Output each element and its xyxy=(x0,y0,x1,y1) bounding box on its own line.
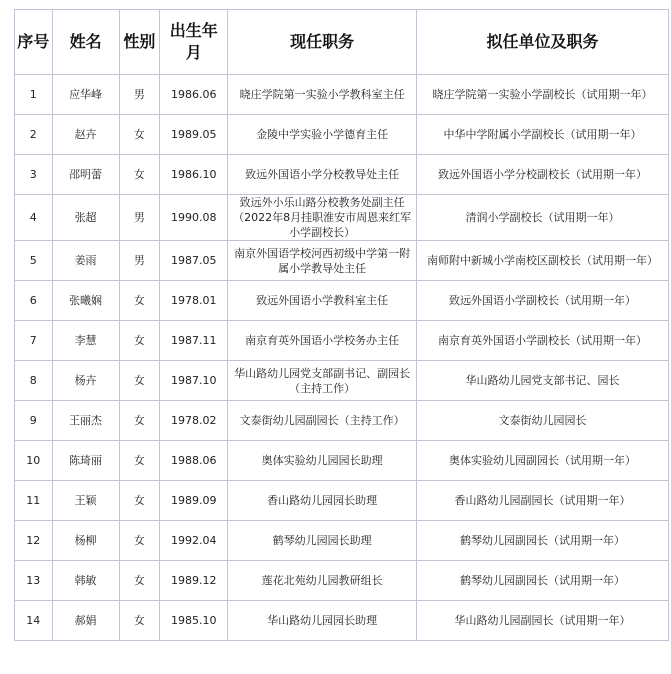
table-row xyxy=(15,481,669,521)
cell-seq: 5 xyxy=(15,241,53,281)
table-row xyxy=(15,601,669,641)
cell-seq: 9 xyxy=(15,401,53,441)
cell-seq: 8 xyxy=(15,361,53,401)
table-row xyxy=(15,155,669,195)
cell-current-position: 南京育英外国语小学校务办主任 xyxy=(228,321,417,361)
header-name: 姓名 xyxy=(52,10,119,75)
cell-proposed-position: 华山路幼儿园副园长（试用期一年） xyxy=(417,601,669,641)
cell-birth: 1985.10 xyxy=(160,601,228,641)
cell-gender: 女 xyxy=(119,561,160,601)
cell-proposed-position: 致远外国语小学副校长（试用期一年） xyxy=(417,281,669,321)
cell-proposed-position: 致远外国语小学分校副校长（试用期一年） xyxy=(417,155,669,195)
cell-name: 李慧 xyxy=(52,321,119,361)
table-row xyxy=(15,241,669,281)
cell-current-position: 晓庄学院第一实验小学教科室主任 xyxy=(228,75,417,115)
cell-gender: 女 xyxy=(119,115,160,155)
cell-name: 张超 xyxy=(52,195,119,241)
appointment-table xyxy=(14,9,669,641)
cell-birth: 1987.10 xyxy=(160,361,228,401)
cell-proposed-position: 南师附中新城小学南校区副校长（试用期一年） xyxy=(417,241,669,281)
cell-gender: 女 xyxy=(119,441,160,481)
table-header-row xyxy=(15,10,669,75)
cell-name: 郝娟 xyxy=(52,601,119,641)
table-row xyxy=(15,441,669,481)
table-row xyxy=(15,75,669,115)
cell-current-position: 鹤琴幼儿园园长助理 xyxy=(228,521,417,561)
cell-seq: 14 xyxy=(15,601,53,641)
cell-birth: 1990.08 xyxy=(160,195,228,241)
table-row xyxy=(15,115,669,155)
cell-gender: 男 xyxy=(119,75,160,115)
cell-birth: 1986.06 xyxy=(160,75,228,115)
cell-current-position: 华山路幼儿园园长助理 xyxy=(228,601,417,641)
cell-seq: 7 xyxy=(15,321,53,361)
cell-name: 韩敏 xyxy=(52,561,119,601)
cell-seq: 1 xyxy=(15,75,53,115)
cell-current-position: 南京外国语学校河西初级中学第一附属小学教导处主任 xyxy=(228,241,417,281)
cell-name: 王颖 xyxy=(52,481,119,521)
cell-current-position: 致远外小乐山路分校教务处副主任（2022年8月挂职淮安市周恩来红军小学副校长） xyxy=(228,195,417,241)
cell-proposed-position: 清润小学副校长（试用期一年） xyxy=(417,195,669,241)
header-proposed-position: 拟任单位及职务 xyxy=(417,10,669,75)
cell-birth: 1987.05 xyxy=(160,241,228,281)
cell-name: 张曦娴 xyxy=(52,281,119,321)
cell-current-position: 莲花北苑幼儿园教研组长 xyxy=(228,561,417,601)
cell-proposed-position: 鹤琴幼儿园副园长（试用期一年） xyxy=(417,561,669,601)
cell-current-position: 文泰街幼儿园副园长（主持工作） xyxy=(228,401,417,441)
cell-proposed-position: 华山路幼儿园党支部书记、园长 xyxy=(417,361,669,401)
cell-gender: 女 xyxy=(119,155,160,195)
header-seq: 序号 xyxy=(15,10,53,75)
cell-gender: 女 xyxy=(119,361,160,401)
cell-seq: 10 xyxy=(15,441,53,481)
table-row xyxy=(15,281,669,321)
cell-gender: 女 xyxy=(119,281,160,321)
table-row xyxy=(15,195,669,241)
cell-name: 应华峰 xyxy=(52,75,119,115)
cell-proposed-position: 鹤琴幼儿园副园长（试用期一年） xyxy=(417,521,669,561)
header-gender: 性别 xyxy=(119,10,160,75)
cell-proposed-position: 奥体实验幼儿园副园长（试用期一年） xyxy=(417,441,669,481)
cell-current-position: 致远外国语小学分校教导处主任 xyxy=(228,155,417,195)
cell-current-position: 金陵中学实验小学德育主任 xyxy=(228,115,417,155)
cell-proposed-position: 文泰街幼儿园园长 xyxy=(417,401,669,441)
cell-name: 赵卉 xyxy=(52,115,119,155)
cell-birth: 1978.02 xyxy=(160,401,228,441)
cell-current-position: 奥体实验幼儿园园长助理 xyxy=(228,441,417,481)
cell-gender: 女 xyxy=(119,481,160,521)
cell-seq: 2 xyxy=(15,115,53,155)
cell-name: 杨卉 xyxy=(52,361,119,401)
cell-birth: 1986.10 xyxy=(160,155,228,195)
cell-name: 邵明蕾 xyxy=(52,155,119,195)
cell-current-position: 华山路幼儿园党支部副书记、副园长（主持工作） xyxy=(228,361,417,401)
cell-current-position: 致远外国语小学教科室主任 xyxy=(228,281,417,321)
cell-proposed-position: 晓庄学院第一实验小学副校长（试用期一年） xyxy=(417,75,669,115)
header-current-position: 现任职务 xyxy=(228,10,417,75)
table-row xyxy=(15,361,669,401)
cell-seq: 6 xyxy=(15,281,53,321)
cell-gender: 女 xyxy=(119,321,160,361)
cell-gender: 女 xyxy=(119,601,160,641)
cell-gender: 女 xyxy=(119,521,160,561)
cell-birth: 1987.11 xyxy=(160,321,228,361)
cell-name: 杨柳 xyxy=(52,521,119,561)
cell-seq: 13 xyxy=(15,561,53,601)
cell-name: 陈琦丽 xyxy=(52,441,119,481)
cell-birth: 1989.12 xyxy=(160,561,228,601)
cell-birth: 1978.01 xyxy=(160,281,228,321)
cell-birth: 1992.04 xyxy=(160,521,228,561)
cell-proposed-position: 香山路幼儿园副园长（试用期一年） xyxy=(417,481,669,521)
cell-birth: 1989.09 xyxy=(160,481,228,521)
cell-name: 王丽杰 xyxy=(52,401,119,441)
cell-gender: 男 xyxy=(119,195,160,241)
cell-proposed-position: 中华中学附属小学副校长（试用期一年） xyxy=(417,115,669,155)
table-row xyxy=(15,321,669,361)
cell-seq: 3 xyxy=(15,155,53,195)
cell-proposed-position: 南京育英外国语小学副校长（试用期一年） xyxy=(417,321,669,361)
cell-current-position: 香山路幼儿园园长助理 xyxy=(228,481,417,521)
cell-gender: 女 xyxy=(119,401,160,441)
table-row xyxy=(15,561,669,601)
table-row xyxy=(15,401,669,441)
cell-name: 姜雨 xyxy=(52,241,119,281)
cell-seq: 4 xyxy=(15,195,53,241)
table-row xyxy=(15,521,669,561)
cell-gender: 男 xyxy=(119,241,160,281)
cell-seq: 12 xyxy=(15,521,53,561)
cell-seq: 11 xyxy=(15,481,53,521)
header-birth: 出生年月 xyxy=(160,10,228,75)
cell-birth: 1989.05 xyxy=(160,115,228,155)
cell-birth: 1988.06 xyxy=(160,441,228,481)
